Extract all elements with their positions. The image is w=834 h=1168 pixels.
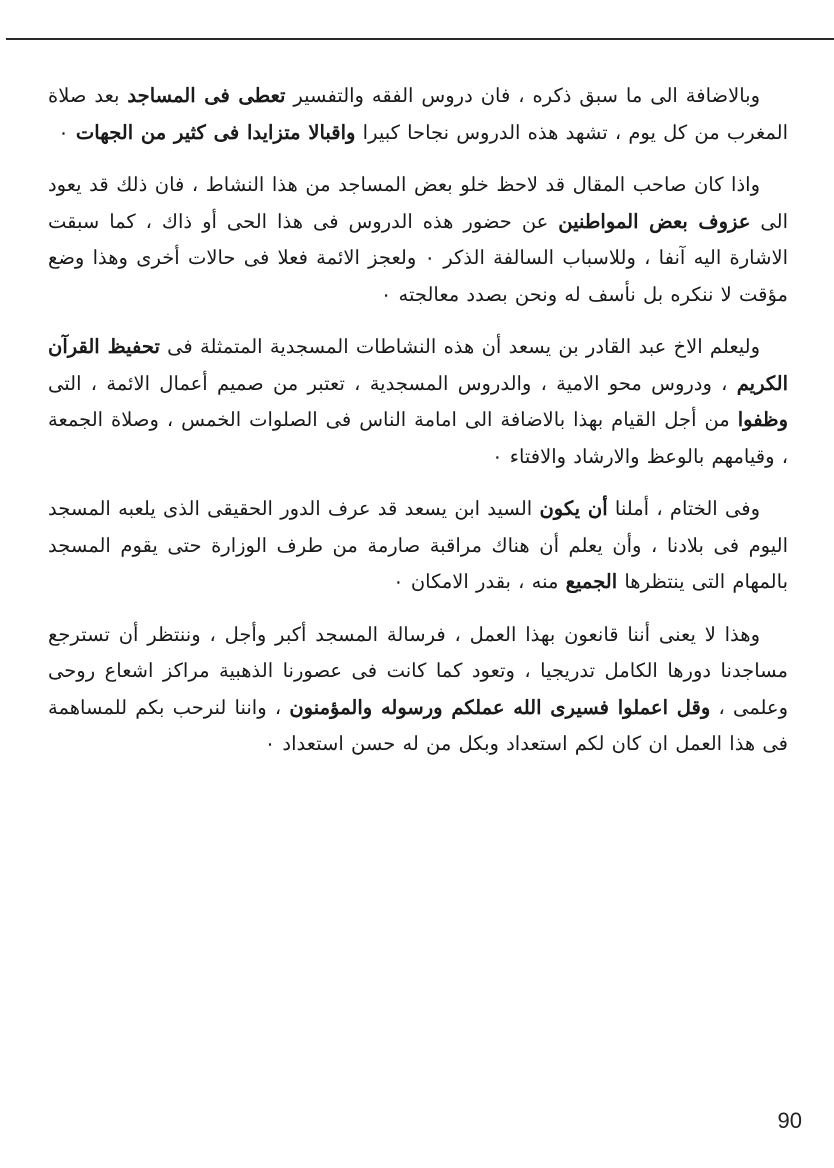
bold-segment: تحفيظ القرآن الكريم xyxy=(48,335,788,395)
paragraph xyxy=(48,491,788,601)
paragraph xyxy=(48,617,788,763)
article-body xyxy=(48,78,788,763)
bold-segment: الجميع xyxy=(565,570,618,593)
text-segment: بعد صلاة المغرب من كل يوم ، تشهد هذه الدروس نجاحا كبيرا xyxy=(48,84,788,144)
text-segment: وهذا لا يعنى أننا قانعون بهذا العمل ، فرسالة المسجد أكبر وأجل ، وننتظر أن تسترجع مساجدنا دورها الكامل تدريجيا ، وتعود كما كانت فى عصورنا الذهبية مراكز اشعاع روحى وعلمى ، xyxy=(48,622,788,719)
text-segment: ، ودروس محو الامية ، والدروس المسجدية ، تعتبر من صميم أعمال الائمة ، التى xyxy=(48,371,737,395)
text-segment: واذا كان صاحب المقال قد لاحظ خلو بعض المساجد من هذا النشاط ، فان ذلك قد يعود الى xyxy=(48,173,789,233)
bold-segment: عزوف بعض المواطنين xyxy=(558,209,751,233)
text-segment: من أجل القيام بهذا بالاضافة الى امامة الناس فى الصلوات الخمس ، وصلاة الجمعة ، وقيامهم بالوعظ والارشاد والافتاء ٠ xyxy=(48,408,788,468)
text-segment: وفى الختام ، أملنا xyxy=(607,497,760,520)
text-segment: ، واننا لنرحب بكم للمساهمة فى هذا العمل ان كان لكم استعداد وبكل من له حسن استعداد ٠ xyxy=(48,695,788,755)
bold-segment: وقل اعملوا فسيرى الله عملكم ورسوله والمؤمنون xyxy=(289,695,711,719)
text-segment: عن حضور هذه الدروس فى هذا الحى أو ذاك ، كما سبقت الاشارة اليه آنفا ، وللاسباب السالفة الذكر ٠ ولعجز الائمة فعلا فى حالات أخرى وهذا وضع مؤقت لا ننكره بل نأسف له ونحن بصدد معالجته ٠ xyxy=(48,209,789,306)
paragraph xyxy=(48,329,788,475)
top-rule xyxy=(6,38,834,40)
text-segment: ٠ xyxy=(58,120,76,144)
bold-segment: واقبالا متزايدا فى كثير من الجهات xyxy=(75,120,356,144)
bold-segment: تعطى فى المساجد xyxy=(127,84,286,107)
paragraph xyxy=(48,167,788,313)
text-segment: السيد ابن يسعد قد عرف الدور الحقيقى الذى يلعبه المسجد اليوم فى بلادنا ، وأن يعلم أن هناك مراقبة صارمة من طرف الوزارة حتى يقوم المسجد بالمهام التى ينتظرها xyxy=(48,497,788,593)
bold-segment: وظفوا xyxy=(737,408,788,431)
text-segment: وليعلم الاخ عبد القادر بن يسعد أن هذه النشاطات المسجدية المتمثلة فى xyxy=(159,335,760,358)
text-segment: وبالاضافة الى ما سبق ذكره ، فان دروس الفقه والتفسير xyxy=(285,84,760,107)
page-number: 90 xyxy=(777,1108,802,1133)
paragraph xyxy=(48,78,788,151)
text-segment: منه ، بقدر الامكان ٠ xyxy=(393,570,566,593)
bold-segment: أن يكون xyxy=(539,497,608,520)
